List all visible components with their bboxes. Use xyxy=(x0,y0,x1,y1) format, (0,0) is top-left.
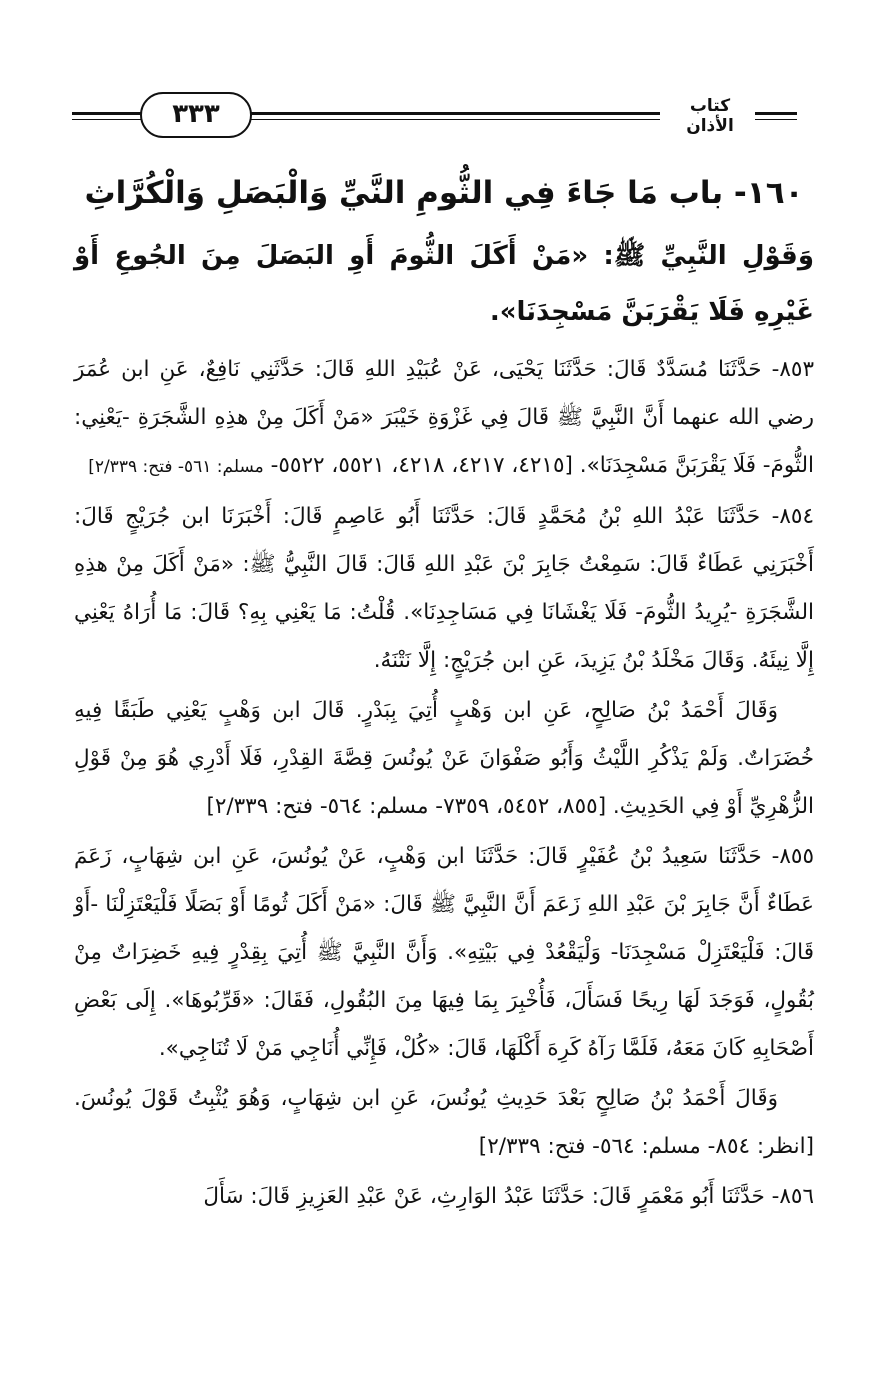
book-title: كتاب الأذان xyxy=(686,96,734,136)
page-number: ٣٣٣ xyxy=(140,92,252,138)
hadith-text: ٨٥٣- حَدَّثَنَا مُسَدَّدٌ قَالَ: حَدَّثَنَا يَحْيَى، عَنْ عُبَيْدِ اللهِ قَالَ: حَدَّثَنِي نَافِعٌ، عَنِ ابن عُمَرَ رضي الله عنهما أَنَّ النَّبِيَّ ﷺ قَالَ فِي غَزْوَةِ خَيْبَرَ «مَنْ أَكَلَ مِنْ هذِهِ الشَّجَرَةِ -يَعْنِي: الثُّومَ- فَلَا يَقْرَبَنَّ مَسْجِدَنَا». [٤٢١٥، ٤٢١٧، ٤٢١٨، ٥٥٢١، ٥٥٢٢- xyxy=(74,357,814,478)
header-rule xyxy=(755,112,797,115)
hadith-text: ٨٥٥- حَدَّثَنَا سَعِيدُ بْنُ عُفَيْرٍ قَالَ: حَدَّثَنَا ابن وَهْبٍ، عَنْ يُونُسَ، عَنِ ابن شِهَابٍ، زَعَمَ عَطَاءٌ أَنَّ جَابِرَ بْنَ عَبْدِ اللهِ زَعَمَ أَنَّ النَّبِيَّ ﷺ قَالَ: «مَنْ أَكَلَ ثُومًا أَوْ بَصَلًا فَلْيَعْتَزِلْنَا -أَوْ قَالَ: فَلْيَعْتَزِلْ مَسْجِدَنَا- وَلْيَقْعُدْ فِي بَيْتِهِ». وَأَنَّ النَّبِيَّ ﷺ أُتِيَ بِقِدْرٍ فِيهِ خَضِرَاتٌ مِنْ بُقُولٍ، فَوَجَدَ لَهَا رِيحًا فَسَأَلَ، فَأُخْبِرَ بِمَا فِيهَا مِنَ البُقُولِ، فَقَالَ: «قَرِّبُوهَا». إِلَى بَعْضِ أَصْحَابِهِ كَانَ مَعَهُ، فَلَمَّا رَآهُ كَرِهَ أَكْلَهَا، قَالَ: «كُلْ، فَإِنِّي أُنَاجِي مَنْ لَا تُنَاجِي». xyxy=(74,844,814,1061)
header-rule xyxy=(72,119,142,120)
header-rule xyxy=(72,112,142,115)
hadith-paragraph xyxy=(74,346,814,491)
hadith-text: ٨٥٦- حَدَّثَنَا أَبُو مَعْمَرٍ قَالَ: حَدَّثَنَا عَبْدُ الوَارِثِ، عَنْ عَبْدِ العَزِيزِ قَالَ: سَأَلَ xyxy=(203,1184,814,1209)
header-rule xyxy=(250,119,660,120)
commentary-paragraph xyxy=(74,687,814,831)
main-text xyxy=(74,168,814,1223)
hadith-paragraph xyxy=(74,493,814,685)
hadith-paragraph xyxy=(74,833,814,1073)
chapter-subtitle: وَقَوْلِ النَّبِيِّ ﷺ: «مَنْ أَكَلَ الثُّومَ أَوِ البَصَلَ مِنَ الجُوعِ أَوْ غَيْرِهِ فَلَا يَقْرَبَنَّ مَسْجِدَنَا». xyxy=(74,241,814,327)
commentary-text: وَقَالَ أَحْمَدُ بْنُ صَالِحٍ بَعْدَ حَدِيثِ يُونُسَ، عَنِ ابن شِهَابٍ، وَهُوَ يُثْبِتُ قَوْلَ يُونُسَ. [انظر: ٨٥٤- مسلم: ٥٦٤- فتح: ٢/٣٣٩] xyxy=(74,1086,814,1159)
commentary-text: وَقَالَ أَحْمَدُ بْنُ صَالِحٍ، عَنِ ابن وَهْبٍ أُتِيَ بِبَدْرٍ. قَالَ ابن وَهْبٍ يَعْنِي طَبَقًا فِيهِ خُضَرَاتٌ. وَلَمْ يَذْكُرِ اللَّيْثُ وَأَبُو صَفْوَانَ عَنْ يُونُسَ قِصَّةَ القِدْرِ، فَلَا أَدْرِي هُوَ مِنْ قَوْلِ الزُّهْرِيِّ أَوْ فِي الحَدِيثِ. [٨٥٥، ٥٤٥٢، ٧٣٥٩- مسلم: ٥٦٤- فتح: ٢/٣٣٩] xyxy=(74,698,814,819)
chapter-title: ١٦٠- باب مَا جَاءَ فِي الثُّومِ النَّيِّ وَالْبَصَلِ وَالْكُرَّاثِ xyxy=(84,175,804,211)
cross-reference: مسلم: ٥٦١- فتح: ٢/٣٣٩] xyxy=(88,457,264,477)
header-rule xyxy=(755,119,797,120)
hadith-text: ٨٥٤- حَدَّثَنَا عَبْدُ اللهِ بْنُ مُحَمَّدٍ قَالَ: حَدَّثَنَا أَبُو عَاصِمٍ قَالَ: أَخْبَرَنَا ابن جُرَيْجٍ قَالَ: أَخْبَرَنِي عَطَاءٌ قَالَ: سَمِعْتُ جَابِرَ بْنَ عَبْدِ اللهِ قَالَ: قَالَ النَّبِيُّ ﷺ: «مَنْ أَكَلَ مِنْ هذِهِ الشَّجَرَةِ -يُرِيدُ الثُّومَ- فَلَا يَغْشَانَا فِي مَسَاجِدِنَا». قُلْتُ: مَا يَعْنِي بِهِ؟ قَالَ: مَا أُرَاهُ يَعْنِي إِلَّا نِيئَهُ. وَقَالَ مَخْلَدُ بْنُ يَزِيدَ، عَنِ ابن جُرَيْجٍ: إِلَّا نَتْنَهُ. xyxy=(74,504,814,673)
hadith-paragraph xyxy=(74,1173,814,1221)
running-header xyxy=(72,92,797,148)
commentary-paragraph xyxy=(74,1075,814,1171)
header-rule xyxy=(250,112,660,115)
